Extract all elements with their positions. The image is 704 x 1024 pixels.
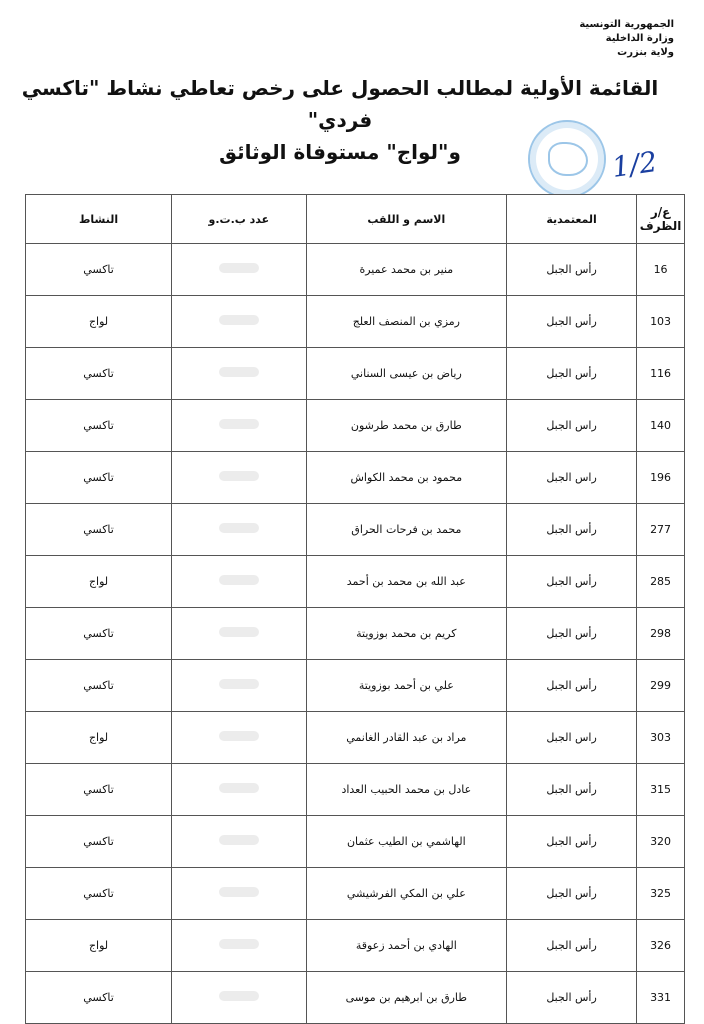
cell-id-card-redacted [172,504,307,556]
header-line-ministry: وزارة الداخلية [605,33,674,44]
page-number-mark: 1/2 [609,145,660,184]
cell-full-name: عادل بن محمد الحبيب العداد [306,764,506,816]
table-row [26,244,685,296]
title-line-1: القائمة الأولية لمطالب الحصول على رخص تعاطي نشاط "تاكسي فردي" [21,76,659,132]
redacted-mark [219,471,259,481]
redacted-mark [219,263,259,273]
cell-activity: تاكسي [26,764,172,816]
cell-delegation: راس الجبل [507,452,637,504]
cell-full-name: محمد بن فرحات الحراق [306,504,506,556]
redacted-mark [219,731,259,741]
cell-activity: لواج [26,920,172,972]
header-line-governorate: ولاية بنزرت [617,47,674,58]
header-full-name: الاسم و اللقب [306,195,506,244]
cell-full-name: منير بن محمد عميرة [306,244,506,296]
redacted-mark [219,627,259,637]
cell-delegation: راس الجبل [507,400,637,452]
applicants-table [25,194,685,1024]
table-row [26,348,685,400]
cell-full-name: الهاشمي بن الطيب عثمان [306,816,506,868]
header-envelope-number: ع/ر الظرف [637,195,685,244]
table-row [26,556,685,608]
redacted-mark [219,523,259,533]
cell-envelope-number: 299 [637,660,685,712]
table-row [26,400,685,452]
cell-full-name: رمزي بن المنصف العلج [306,296,506,348]
official-stamp [528,120,606,198]
redacted-mark [219,835,259,845]
cell-full-name: طارق بن ابرهيم بن موسى [306,972,506,1024]
cell-delegation: رأس الجبل [507,972,637,1024]
cell-envelope-number: 103 [637,296,685,348]
cell-delegation: رأس الجبل [507,296,637,348]
table-row [26,868,685,920]
table-row [26,920,685,972]
cell-delegation: رأس الجبل [507,556,637,608]
cell-envelope-number: 285 [637,556,685,608]
cell-id-card-redacted [172,348,307,400]
table-row [26,504,685,556]
cell-full-name: محمود بن محمد الكواش [306,452,506,504]
redacted-mark [219,991,259,1001]
cell-id-card-redacted [172,972,307,1024]
cell-id-card-redacted [172,816,307,868]
cell-activity: تاكسي [26,244,172,296]
table-row [26,712,685,764]
cell-envelope-number: 116 [637,348,685,400]
cell-delegation: رأس الجبل [507,764,637,816]
table-row [26,660,685,712]
cell-full-name: رياض بن عيسى السناني [306,348,506,400]
cell-activity: لواج [26,712,172,764]
redacted-mark [219,315,259,325]
cell-activity: تاكسي [26,452,172,504]
redacted-mark [219,419,259,429]
header-delegation: المعتمدية [507,195,637,244]
header-activity: النشاط [26,195,172,244]
cell-envelope-number: 315 [637,764,685,816]
header-line-republic: الجمهورية التونسية [579,19,674,30]
cell-id-card-redacted [172,452,307,504]
cell-delegation: راس الجبل [507,712,637,764]
cell-id-card-redacted [172,244,307,296]
cell-full-name: كريم بن محمد بوزويتة [306,608,506,660]
cell-full-name: الهادي بن أحمد زعوقة [306,920,506,972]
cell-envelope-number: 298 [637,608,685,660]
cell-id-card-redacted [172,556,307,608]
cell-envelope-number: 331 [637,972,685,1024]
cell-envelope-number: 326 [637,920,685,972]
cell-id-card-redacted [172,920,307,972]
table-row [26,296,685,348]
cell-activity: تاكسي [26,816,172,868]
cell-id-card-redacted [172,868,307,920]
cell-full-name: علي بن المكي الفرشيشي [306,868,506,920]
cell-delegation: رأس الجبل [507,660,637,712]
redacted-mark [219,887,259,897]
table-row [26,816,685,868]
table-row [26,452,685,504]
cell-id-card-redacted [172,608,307,660]
table-row [26,972,685,1024]
table-row [26,608,685,660]
table-row [26,764,685,816]
cell-activity: تاكسي [26,400,172,452]
cell-activity: لواج [26,296,172,348]
cell-activity: تاكسي [26,348,172,400]
cell-id-card-redacted [172,764,307,816]
cell-envelope-number: 303 [637,712,685,764]
cell-delegation: رأس الجبل [507,920,637,972]
ministry-header [579,18,674,60]
redacted-mark [219,679,259,689]
cell-activity: تاكسي [26,972,172,1024]
cell-delegation: رأس الجبل [507,608,637,660]
cell-activity: لواج [26,556,172,608]
cell-envelope-number: 140 [637,400,685,452]
cell-full-name: علي بن أحمد بوزويتة [306,660,506,712]
redacted-mark [219,367,259,377]
cell-envelope-number: 196 [637,452,685,504]
cell-activity: تاكسي [26,608,172,660]
header-id-card-number: عدد ب.ت.و [172,195,307,244]
table-header-row [26,195,685,244]
cell-activity: تاكسي [26,660,172,712]
cell-full-name: عبد الله بن محمد بن أحمد [306,556,506,608]
title-line-2: و"لواج" مستوفاة الوثائق [219,140,461,164]
cell-id-card-redacted [172,660,307,712]
cell-delegation: رأس الجبل [507,348,637,400]
cell-delegation: رأس الجبل [507,244,637,296]
cell-delegation: رأس الجبل [507,504,637,556]
cell-envelope-number: 16 [637,244,685,296]
redacted-mark [219,783,259,793]
cell-full-name: مراد بن عبد القادر الغانمي [306,712,506,764]
redacted-mark [219,575,259,585]
cell-delegation: رأس الجبل [507,816,637,868]
cell-delegation: رأس الجبل [507,868,637,920]
cell-id-card-redacted [172,400,307,452]
cell-envelope-number: 325 [637,868,685,920]
cell-id-card-redacted [172,296,307,348]
cell-full-name: طارق بن محمد طرشون [306,400,506,452]
cell-activity: تاكسي [26,504,172,556]
redacted-mark [219,939,259,949]
cell-activity: تاكسي [26,868,172,920]
cell-envelope-number: 277 [637,504,685,556]
cell-id-card-redacted [172,712,307,764]
cell-envelope-number: 320 [637,816,685,868]
